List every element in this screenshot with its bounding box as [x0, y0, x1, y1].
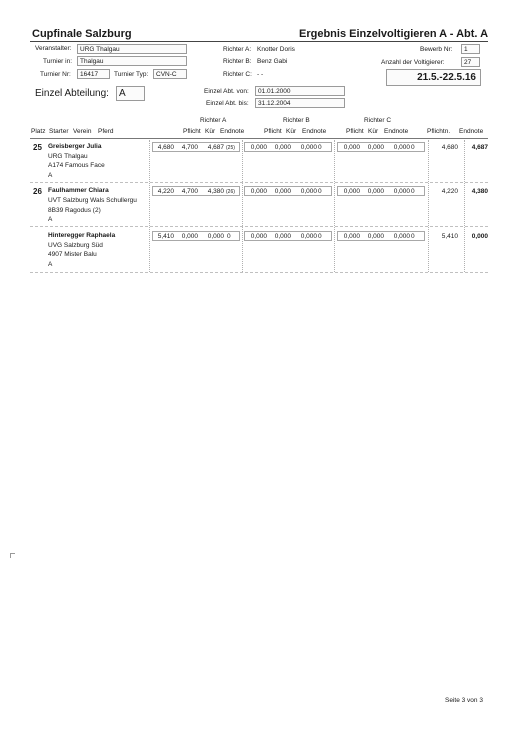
page-number: Seite 3 von 3 — [445, 697, 483, 704]
col-b-kuer: Kür — [286, 128, 297, 135]
a-pflicht: 5,410 — [157, 233, 174, 240]
b-endnote: 0,000 — [300, 144, 317, 151]
row-verein: UVG Salzburg Süd — [48, 242, 103, 249]
a-kuer: 0,000 — [181, 233, 198, 240]
row-klasse: A — [48, 172, 53, 179]
c-kuer: 0,000 — [367, 144, 384, 151]
row-name: Greisberger Julia — [48, 143, 102, 150]
col-c-endnote: Endnote — [384, 128, 409, 135]
col-c-kuer: Kür — [368, 128, 379, 135]
b-endnote: 0,000 — [300, 233, 317, 240]
row-pferd: A174 Famous Face — [48, 162, 105, 169]
row-verein: UVT Salzburg Wals Schullergu — [48, 197, 137, 204]
row-klasse: A — [48, 216, 53, 223]
col-richter-a: Richter A — [200, 117, 227, 124]
row-name: Hinteregger Raphaela — [48, 232, 116, 239]
a-endnote: 0,000 — [207, 233, 224, 240]
a-kuer: 4,700 — [181, 188, 198, 195]
veranstalter-label: Veranstalter: — [35, 45, 72, 52]
b-kuer: 0,000 — [274, 233, 291, 240]
col-a-endnote: Endnote — [220, 128, 245, 135]
pflichtn: 5,410 — [441, 233, 458, 240]
col-a-kuer: Kür — [205, 128, 216, 135]
b-rank: 0 — [318, 188, 322, 195]
c-kuer: 0,000 — [367, 233, 384, 240]
c-kuer: 0,000 — [367, 188, 384, 195]
table-header-rule — [30, 138, 488, 139]
pflichtn: 4,220 — [441, 188, 458, 195]
col-divider — [149, 140, 150, 272]
abteilung-field: A — [116, 86, 145, 101]
col-endnote-total: Endnote — [459, 128, 484, 135]
endnote: 0,000 — [471, 233, 488, 240]
abt-bis-field: 31.12.2004 — [255, 98, 345, 108]
a-pflicht: 4,220 — [157, 188, 174, 195]
endnote: 4,687 — [471, 144, 488, 151]
col-divider — [428, 140, 429, 272]
turnier-in-label: Turnier in: — [43, 58, 73, 65]
row-separator — [30, 182, 488, 183]
turnier-nr-label: Turnier Nr: — [40, 71, 71, 78]
col-divider — [334, 140, 335, 272]
b-endnote: 0,000 — [300, 188, 317, 195]
a-rank: (25) — [226, 145, 235, 151]
col-b-pflicht: Pflicht — [264, 128, 282, 135]
bewerb-field: 1 — [461, 44, 480, 54]
col-richter-b: Richter B — [283, 117, 310, 124]
col-pflichtn: Pflichtn. — [427, 128, 451, 135]
col-starter: Starter — [49, 128, 69, 135]
richter-b-label: Richter B: — [223, 58, 252, 65]
col-pferd: Pferd — [98, 128, 114, 135]
c-pflicht: 0,000 — [343, 233, 360, 240]
richter-c-label: Richter C: — [223, 71, 252, 78]
c-pflicht: 0,000 — [343, 144, 360, 151]
date-range: 21.5.-22.5.16 — [386, 69, 481, 86]
col-divider — [242, 140, 243, 272]
col-platz: Platz — [31, 128, 46, 135]
anzahl-field: 27 — [461, 57, 480, 67]
abteilung-label: Einzel Abteilung: — [35, 88, 109, 99]
row-separator — [30, 226, 488, 227]
row-verein: URG Thalgau — [48, 153, 88, 160]
a-pflicht: 4,680 — [157, 144, 174, 151]
abt-bis-label: Einzel Abt. bis: — [206, 100, 249, 107]
richter-a-label: Richter A: — [223, 46, 252, 53]
b-rank: 0 — [318, 144, 322, 151]
c-pflicht: 0,000 — [343, 188, 360, 195]
a-kuer: 4,700 — [181, 144, 198, 151]
b-pflicht: 0,000 — [250, 233, 267, 240]
b-kuer: 0,000 — [274, 144, 291, 151]
anzahl-label: Anzahl der Voltigierer: — [381, 59, 445, 66]
abt-von-label: Einzel Abt. von: — [204, 88, 249, 95]
result-title: Ergebnis Einzelvoltigieren A - Abt. A — [299, 28, 489, 40]
pflichtn: 4,680 — [441, 144, 458, 151]
c-rank: 0 — [411, 233, 415, 240]
scan-mark — [10, 553, 15, 558]
b-rank: 0 — [318, 233, 322, 240]
col-b-endnote: Endnote — [302, 128, 327, 135]
row-platz: 25 — [33, 143, 42, 152]
turnier-typ-field: CVN-C — [153, 69, 187, 79]
bewerb-label: Bewerb Nr: — [420, 46, 453, 53]
b-pflicht: 0,000 — [250, 144, 267, 151]
b-kuer: 0,000 — [274, 188, 291, 195]
c-rank: 0 — [411, 188, 415, 195]
col-a-pflicht: Pflicht — [183, 128, 201, 135]
richter-c-value: - - — [257, 71, 264, 78]
veranstalter-field: URG Thalgau — [77, 44, 187, 54]
turnier-nr-field: 16417 — [77, 69, 110, 79]
turnier-in-field: Thalgau — [77, 56, 187, 66]
a-endnote: 4,687 — [207, 144, 224, 151]
row-name: Faulhammer Chiara — [48, 187, 109, 194]
c-endnote: 0,000 — [393, 188, 410, 195]
header-rule — [30, 41, 488, 42]
col-divider — [464, 140, 465, 272]
a-rank: (26) — [226, 189, 235, 195]
richter-a-value: Knotter Doris — [257, 46, 295, 53]
c-endnote: 0,000 — [393, 233, 410, 240]
row-klasse: A — [48, 261, 53, 268]
richter-b-value: Benz Gabi — [257, 58, 288, 65]
row-pferd: 4907 Mister Balu — [48, 251, 97, 258]
turnier-typ-label: Turnier Typ: — [114, 71, 149, 78]
b-pflicht: 0,000 — [250, 188, 267, 195]
col-c-pflicht: Pflicht — [346, 128, 364, 135]
abt-von-field: 01.01.2000 — [255, 86, 345, 96]
row-platz: 26 — [33, 187, 42, 196]
col-richter-c: Richter C — [364, 117, 392, 124]
endnote: 4,380 — [471, 188, 488, 195]
c-endnote: 0,000 — [393, 144, 410, 151]
col-verein: Verein — [73, 128, 92, 135]
a-rank: 0 — [227, 233, 231, 240]
event-title: Cupfinale Salzburg — [32, 28, 132, 40]
row-pferd: 8B39 Ragodus (2) — [48, 207, 101, 214]
row-separator — [30, 272, 488, 273]
a-endnote: 4,380 — [207, 188, 224, 195]
c-rank: 0 — [411, 144, 415, 151]
